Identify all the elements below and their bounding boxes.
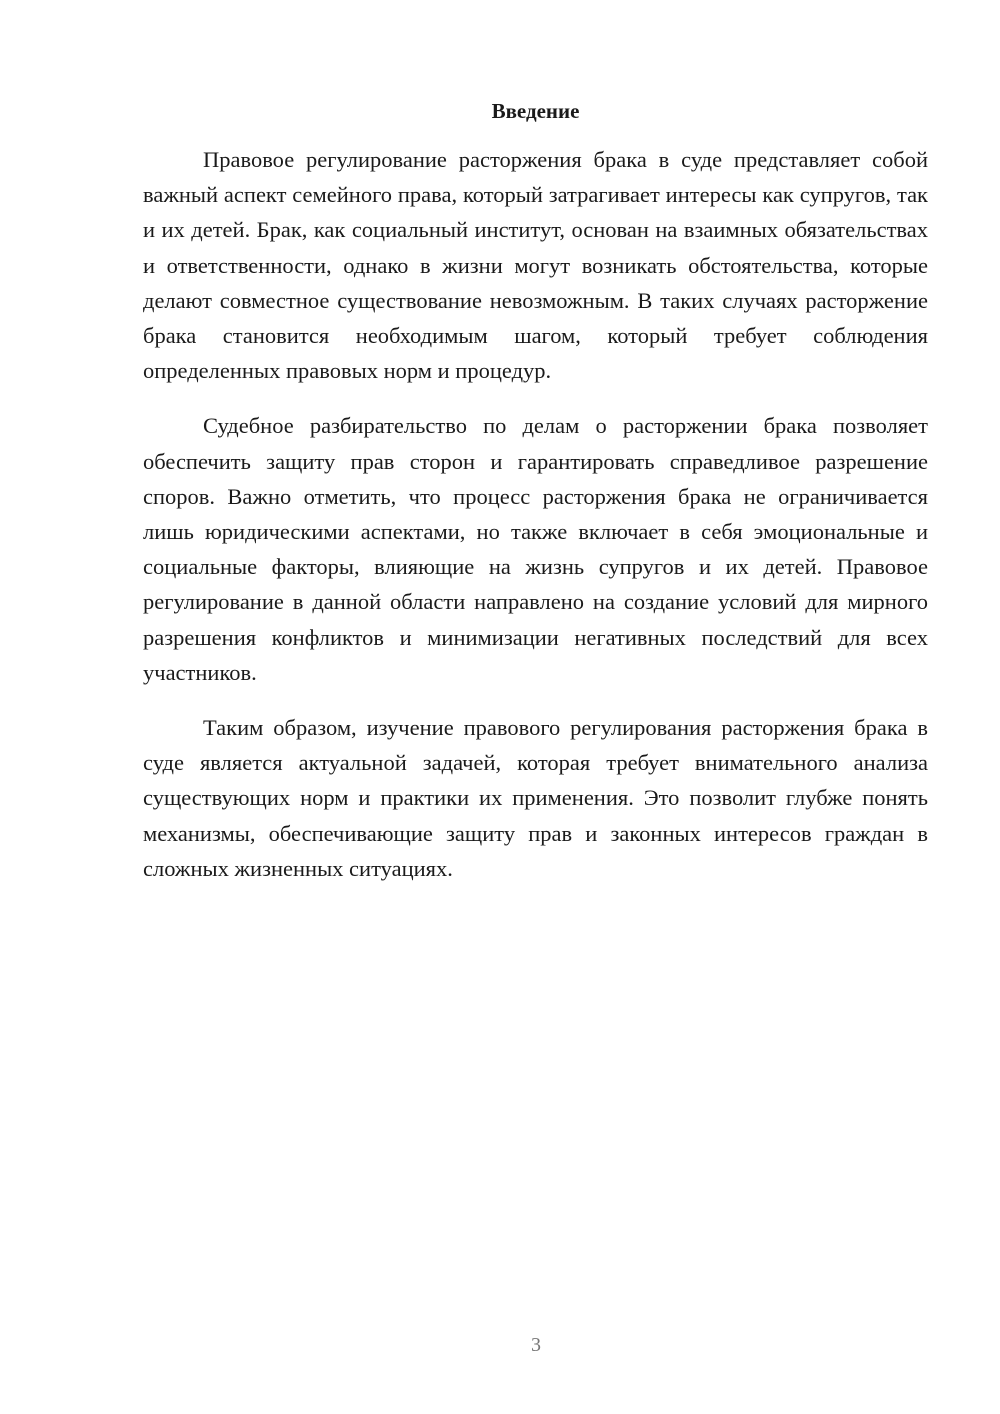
paragraph-1: Правовое регулирование расторжения брака в суде представляет собой важный аспект семейного права, который затрагивает интересы как супругов, так и их детей. Брак, как социальный институт, основан на взаимных обязательствах и ответственности, однако в жизни могут возникать обстоятельства, которые делают совместное существование невозможным. В таких случаях расторжение брака становится необходимым шагом, который требует соблюдения определенных правовых норм и процедур. xyxy=(143,147,928,384)
page-number: 3 xyxy=(531,1334,541,1356)
body-text xyxy=(143,142,928,906)
paragraph-3: Таким образом, изучение правового регулирования расторжения брака в суде является актуальной задачей, которая требует внимательного анализа существующих норм и практики их применения. Это позволит глубже понять механизмы, обеспечивающие защиту прав и законных интересов граждан в сложных жизненных ситуациях. xyxy=(143,715,928,881)
section-heading: Введение xyxy=(491,99,580,123)
paragraph-2: Судебное разбирательство по делам о расторжении брака позволяет обеспечить защиту прав сторон и гарантировать справедливое разрешение споров. Важно отметить, что процесс расторжения брака не ограничивается лишь юридическими аспектами, но также включает в себя эмоциональные и социальные факторы, влияющие на жизнь супругов и их детей. Правовое регулирование в данной области направлено на создание условий для мирного разрешения конфликтов и минимизации негативных последствий для всех участников. xyxy=(143,413,928,685)
